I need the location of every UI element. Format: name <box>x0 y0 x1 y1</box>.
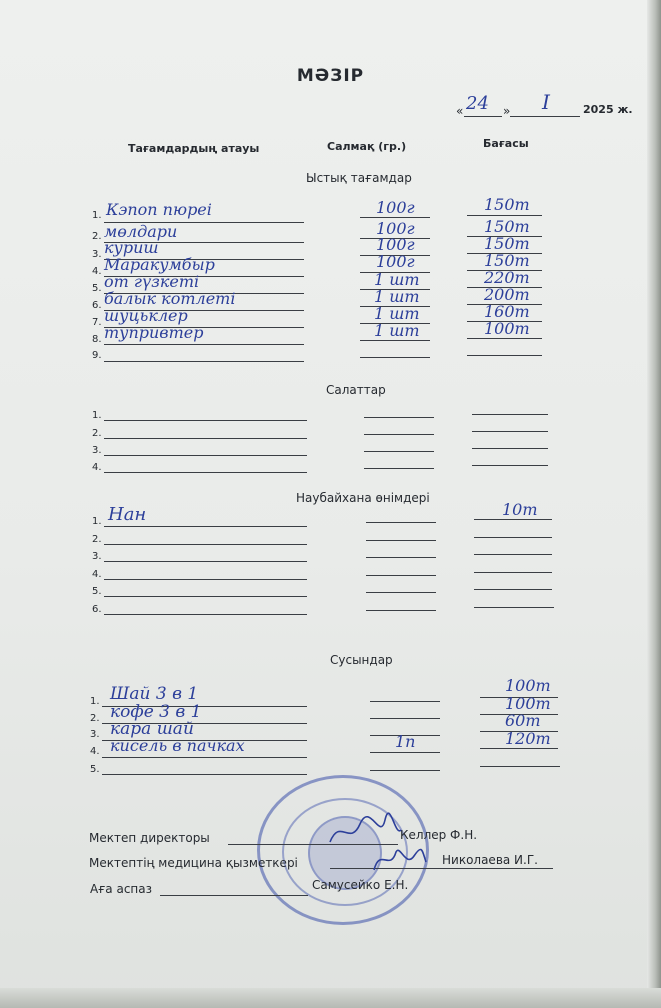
drink-name: кисель в пачках <box>110 736 245 755</box>
dish-price: 220т <box>484 268 530 287</box>
signature-name-medic: Николаева И.Г. <box>442 853 538 867</box>
name-line <box>104 596 307 597</box>
dish-name: куриш <box>104 238 159 257</box>
weight-line <box>366 540 436 541</box>
dish-weight: 100г <box>376 252 415 271</box>
weight-line <box>370 718 440 719</box>
header-price: Бағасы <box>483 137 529 150</box>
weight-line <box>364 434 434 435</box>
row-number: 2. <box>92 534 102 545</box>
price-line <box>474 589 552 590</box>
date-day-line <box>464 116 502 117</box>
row-number: 5. <box>92 586 102 597</box>
price-line <box>467 338 542 339</box>
dish-weight: 1 шт <box>374 287 420 306</box>
row-number: 3. <box>92 445 102 456</box>
signature-line <box>160 895 308 896</box>
dish-price: 160т <box>484 302 530 321</box>
row-number: 7. <box>92 317 102 328</box>
weight-line <box>364 451 434 452</box>
weight-line <box>360 217 430 218</box>
dish-name: шуцьклер <box>104 306 188 325</box>
row-number: 4. <box>90 746 100 757</box>
dish-weight: 1 шт <box>374 270 420 289</box>
name-line <box>102 774 307 775</box>
price-line <box>472 465 548 466</box>
date-month: I <box>542 90 550 114</box>
name-line <box>104 361 304 362</box>
drink-name: кофе 3 в 1 <box>110 702 202 722</box>
date-year: 2025 ж. <box>583 103 633 116</box>
dish-price: 150т <box>484 234 530 253</box>
dish-weight: 100г <box>376 198 415 217</box>
weight-line <box>360 357 430 358</box>
price-line <box>480 766 560 767</box>
drink-price: 100т <box>505 694 551 713</box>
price-line <box>474 607 554 608</box>
dish-name: Нан <box>108 504 147 525</box>
signature-role-director: Мектеп директоры <box>89 831 210 845</box>
price-line <box>472 431 548 432</box>
row-number: 6. <box>92 604 102 615</box>
weight-line <box>360 340 430 341</box>
row-number: 1. <box>90 696 100 707</box>
row-number: 9. <box>92 350 102 361</box>
weight-line <box>370 701 440 702</box>
row-number: 3. <box>92 551 102 562</box>
name-line <box>104 344 304 345</box>
drink-price: 100т <box>505 676 551 695</box>
row-number: 5. <box>92 283 102 294</box>
dish-price: 150т <box>484 251 530 270</box>
signature-line <box>330 868 553 869</box>
price-line <box>474 519 552 520</box>
signature-name-director: Келлер Ф.Н. <box>400 828 478 842</box>
header-dish-name: Тағамдардың атауы <box>128 142 260 155</box>
price-line <box>474 537 552 538</box>
price-line <box>480 748 558 749</box>
price-line <box>474 572 552 573</box>
dish-price: 200т <box>484 285 530 304</box>
row-number: 3. <box>90 729 100 740</box>
weight-line <box>364 417 434 418</box>
name-line <box>102 757 307 758</box>
name-line <box>104 438 307 439</box>
price-line <box>467 355 542 356</box>
name-line <box>104 579 307 580</box>
name-line <box>104 420 307 421</box>
handwritten-signature-medic <box>370 842 430 876</box>
section-title-bakery: Наубайхана өнімдері <box>296 491 430 505</box>
drink-weight: 1п <box>395 732 416 751</box>
date-open-quote: « <box>456 104 464 118</box>
dish-name: балык котлеті <box>104 289 236 308</box>
signature-name-chef: Самусейко Е.Н. <box>312 878 409 892</box>
date-close-quote: » <box>503 104 511 118</box>
row-number: 1. <box>92 410 102 421</box>
name-line <box>104 526 307 527</box>
dish-name: Кэпоп пюреі <box>106 200 212 219</box>
weight-line <box>370 752 440 753</box>
row-number: 1. <box>92 516 102 527</box>
drink-name: кара шай <box>110 719 194 739</box>
price-line <box>472 414 548 415</box>
weight-line <box>366 610 436 611</box>
row-number: 5. <box>90 764 100 775</box>
dish-name: Маракумбыр <box>104 255 215 274</box>
row-number: 2. <box>92 231 102 242</box>
date-month-line <box>510 116 580 117</box>
name-line <box>104 561 307 562</box>
row-number: 2. <box>90 713 100 724</box>
dish-price: 100т <box>484 319 530 338</box>
section-title-salads: Салаттар <box>326 383 386 397</box>
name-line <box>104 472 307 473</box>
dish-weight: 100г <box>376 219 415 238</box>
row-number: 6. <box>92 300 102 311</box>
dish-name: от гүзкеті <box>104 272 200 291</box>
section-title-hot-dishes: Ыстық тағамдар <box>306 171 412 185</box>
header-weight: Салмақ (гр.) <box>327 140 407 153</box>
row-number: 8. <box>92 334 102 345</box>
weight-line <box>370 770 440 771</box>
signature-role-medic: Мектептің медицина қызметкері <box>89 856 298 870</box>
price-line <box>472 448 548 449</box>
date-day: 24 <box>466 93 489 114</box>
dish-price: 150т <box>484 217 530 236</box>
price-line <box>467 215 542 216</box>
name-line <box>104 544 307 545</box>
weight-line <box>364 468 434 469</box>
weight-line <box>366 592 436 593</box>
name-line <box>104 455 307 456</box>
drink-price: 120т <box>505 729 551 748</box>
dish-name: мөлдари <box>104 222 178 241</box>
dish-weight: 100г <box>376 235 415 254</box>
price-line <box>474 554 552 555</box>
row-number: 4. <box>92 462 102 473</box>
document-title: МӘЗІР <box>296 66 365 86</box>
weight-line <box>366 575 436 576</box>
drink-price: 60т <box>505 711 541 730</box>
drink-name: Шай 3 в 1 <box>110 684 199 704</box>
signature-role-chef: Аға аспаз <box>90 882 152 896</box>
paper-edge-shadow <box>647 0 661 1008</box>
name-line <box>104 614 307 615</box>
dish-price: 10т <box>502 500 538 519</box>
dish-price: 150т <box>484 195 530 214</box>
row-number: 4. <box>92 266 102 277</box>
weight-line <box>366 557 436 558</box>
table-surface <box>0 988 661 1008</box>
row-number: 4. <box>92 569 102 580</box>
weight-line <box>366 522 436 523</box>
section-title-drinks: Сусындар <box>330 653 393 667</box>
dish-weight: 1 шт <box>374 304 420 323</box>
dish-weight: 1 шт <box>374 321 420 340</box>
dish-name: тупривтер <box>104 323 204 342</box>
row-number: 3. <box>92 249 102 260</box>
row-number: 1. <box>92 210 102 221</box>
row-number: 2. <box>92 428 102 439</box>
